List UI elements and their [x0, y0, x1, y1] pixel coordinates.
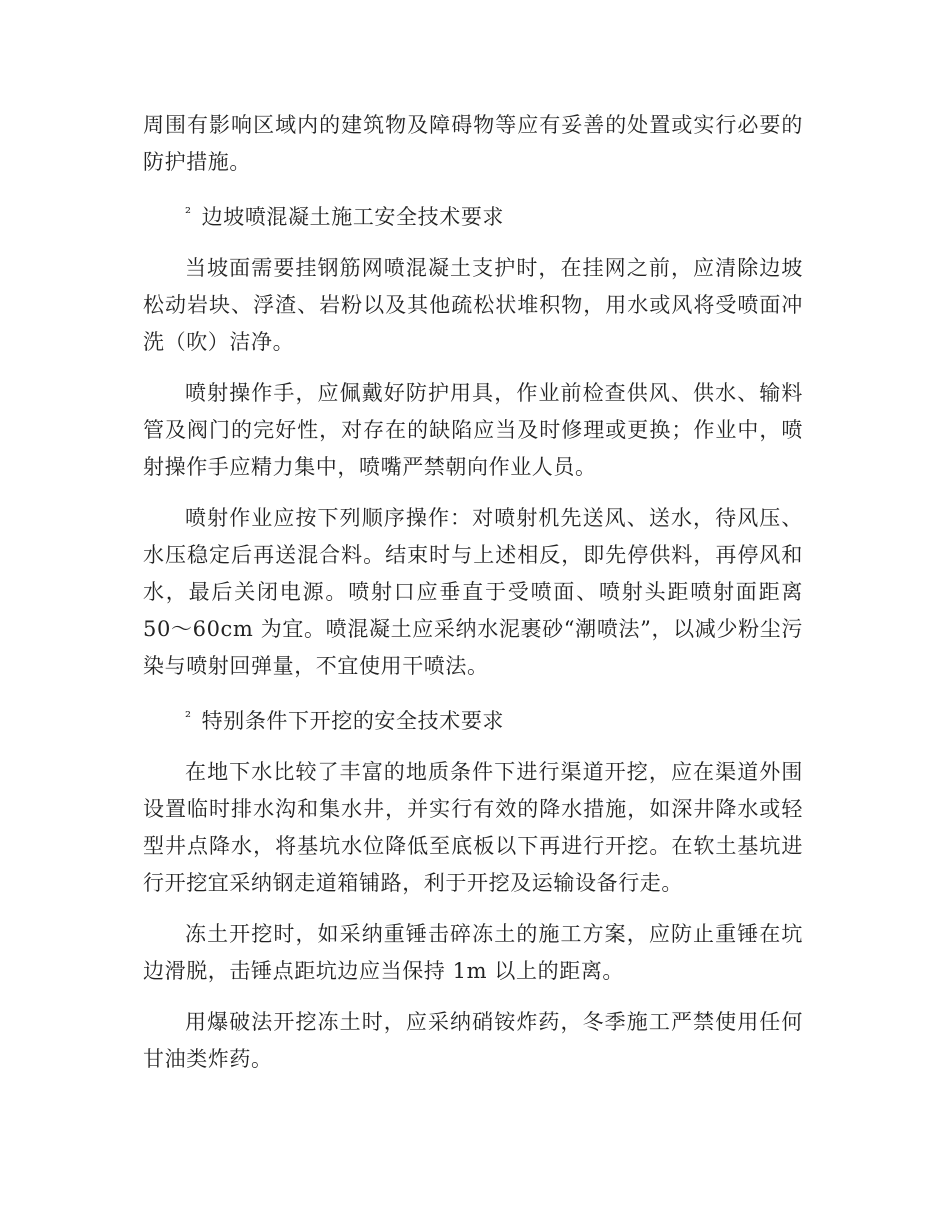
paragraph: 在地下水比较了丰富的地质条件下进行渠道开挖，应在渠道外围设置临时排水沟和集水井，并实行有效的降水措施，如深井降水或轻型井点降水，将基坑水位降低至底板以下再进行开挖。在软土基坑进行开挖宜采纳钢走道箱铺路，利于开挖及运输设备行走。 [143, 760, 803, 895]
paragraph: 当坡面需要挂钢筋网喷混凝土支护时，在挂网之前，应清除边坡松动岩块、浮渣、岩粉以及其他疏松状堆积物，用水或风将受喷面冲洗（吹）洁净。 [143, 256, 803, 354]
section-heading [143, 699, 803, 740]
paragraph: 周围有影响区域内的建筑物及障碍物等应有妥善的处置或实行必要的防护措施。 [143, 113, 803, 174]
document-body [143, 107, 803, 1092]
paragraph: 冻土开挖时，如采纳重锤击碎冻土的施工方案，应防止重锤在坑边滑脱，击锤点距坑边应当保持 1m 以上的距离。 [143, 922, 803, 983]
paragraph: 喷射作业应按下列顺序操作：对喷射机先送风、送水，待风压、水压稳定后再送混合料。结束时与上述相反，即先停供料，再停风和水，最后关闭电源。喷射口应垂直于受喷面、喷射头距喷射面距离 50～60cm 为宜。喷混凝土应采纳水泥裹砂“潮喷法”，以减少粉尘污染与喷射回弹量，不宜使用干喷法。 [143, 506, 803, 678]
bullet-marker: ² [185, 204, 192, 222]
section-heading-text: 边坡喷混凝土施工安全技术要求 [201, 205, 505, 229]
section-heading [143, 195, 803, 236]
section-heading-text: 特别条件下开挖的安全技术要求 [201, 709, 505, 733]
paragraph: 用爆破法开挖冻土时，应采纳硝铵炸药，冬季施工严禁使用任何甘油类炸药。 [143, 1010, 803, 1071]
bullet-marker: ² [185, 708, 192, 726]
paragraph: 喷射操作手，应佩戴好防护用具，作业前检查供风、供水、输料管及阀门的完好性，对存在的缺陷应当及时修理或更换；作业中，喷射操作手应精力集中，喷嘴严禁朝向作业人员。 [143, 381, 803, 479]
